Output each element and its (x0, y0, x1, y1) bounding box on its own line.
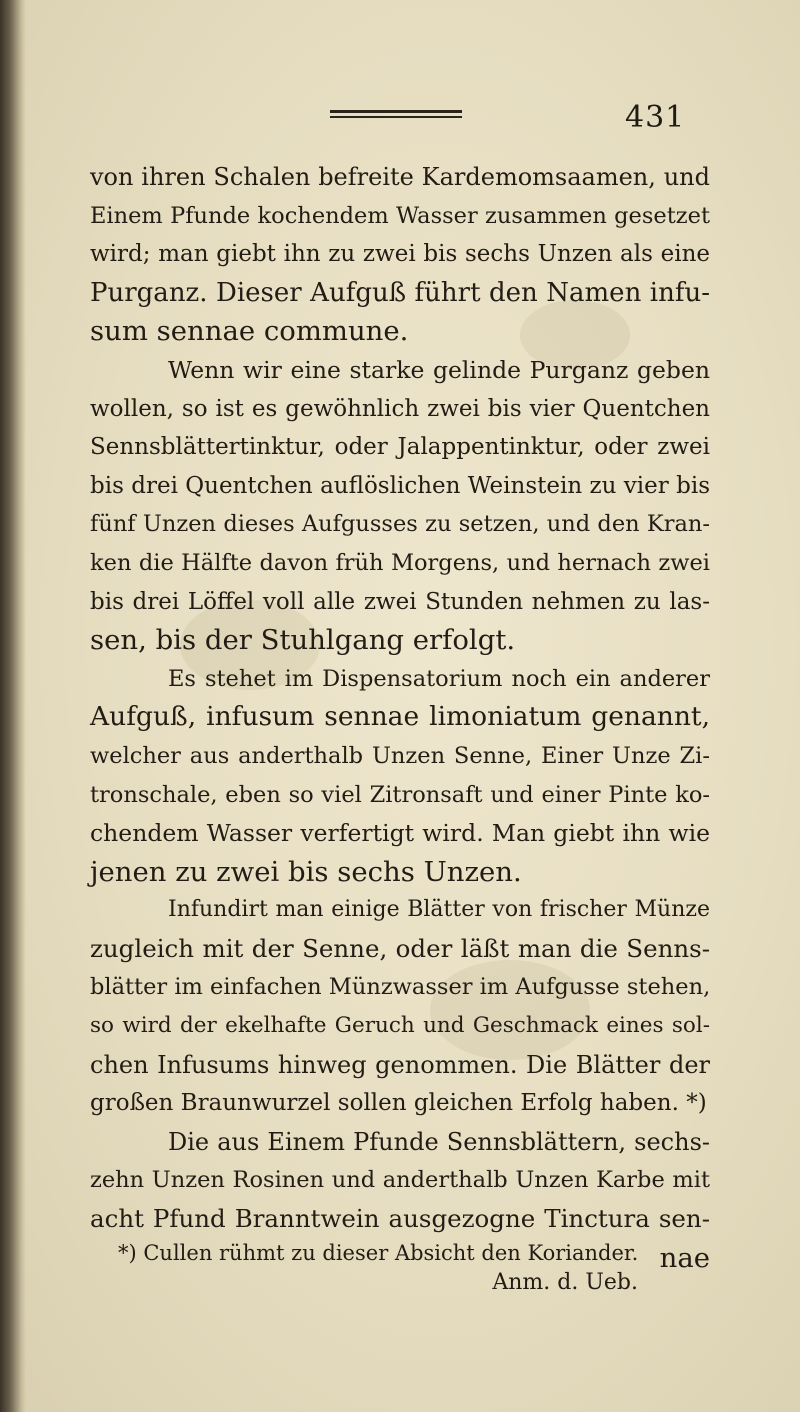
text-line: sum sennae commune. (90, 315, 409, 348)
text-line: Aufguß, infusum sennae limoniatum genannt, (90, 701, 710, 733)
text-line: so wird der ekelhafte Geruch und Geschmack eines sol- (90, 1013, 710, 1039)
header-rule-thin (330, 116, 462, 118)
text-line: Sennsblättertinktur, oder Jalappentinktur, oder zwei (90, 434, 710, 461)
footnote-signature: Anm. d. Ueb. (492, 1270, 638, 1295)
text-line: zugleich mit der Senne, oder läßt man die Senns- (90, 933, 710, 963)
text-line: Einem Pfunde kochendem Wasser zusammen gesetzet (90, 202, 710, 229)
text-line: Infundirt man einige Blätter von frischer Münze (168, 897, 710, 923)
footnote-text: *) Cullen rühmt zu dieser Absicht den Koriander. (118, 1241, 639, 1265)
text-line: Purganz. Dieser Aufguß führt den Namen infu- (90, 277, 710, 308)
body-text (90, 158, 710, 1277)
text-line: welcher aus anderthalb Unzen Senne, Einer Unze Zi- (90, 742, 710, 769)
page-gutter-shadow (0, 0, 26, 1412)
text-line: jenen zu zwei bis sechs Unzen. (90, 855, 522, 888)
text-line: blätter im einfachen Münzwasser im Aufgusse stehen, (90, 974, 711, 1001)
text-line: von ihren Schalen befreite Kardemomsaamen, und (90, 163, 710, 191)
text-line: Es stehet im Dispensatorium noch ein anderer (168, 665, 710, 692)
text-line: zehn Unzen Rosinen und anderthalb Unzen Karbe mit (90, 1167, 710, 1194)
text-line: großen Braunwurzel sollen gleichen Erfolg haben. *) (90, 1090, 707, 1117)
text-line: bis drei Löffel voll alle zwei Stunden nehmen zu las- (90, 588, 710, 615)
text-line: wird; man giebt ihn zu zwei bis sechs Unzen als eine (90, 241, 710, 268)
header-rule (330, 110, 462, 120)
text-line: ken die Hälfte davon früh Morgens, und hernach zwei (90, 549, 710, 576)
text-line: Die aus Einem Pfunde Sennsblättern, sechs- (168, 1127, 710, 1156)
text-line: acht Pfund Branntwein ausgezogne Tinctura sen- (90, 1204, 710, 1234)
text-line: chendem Wasser verfertigt wird. Man giebt ihn wie (90, 819, 710, 848)
text-line: chen Infusums hinweg genommen. Die Blätter der (90, 1050, 710, 1079)
text-line: bis drei Quentchen auflöslichen Weinstein zu vier bis (90, 472, 710, 499)
text-line: wollen, so ist es gewöhnlich zwei bis vier Quentchen (90, 395, 710, 422)
text-line: fünf Unzen dieses Aufgusses zu setzen, und den Kran- (90, 511, 710, 538)
page-number: 431 (625, 100, 686, 135)
text-line: Wenn wir eine starke gelinde Purganz geben (168, 355, 710, 384)
text-line: tronschale, eben so viel Zitronsaft und einer Pinte ko- (90, 781, 710, 808)
header-rule-thick (330, 110, 462, 113)
footnote (118, 1238, 638, 1298)
catchword: nae (659, 1241, 710, 1274)
text-line: sen, bis der Stuhlgang erfolgt. (90, 624, 516, 657)
